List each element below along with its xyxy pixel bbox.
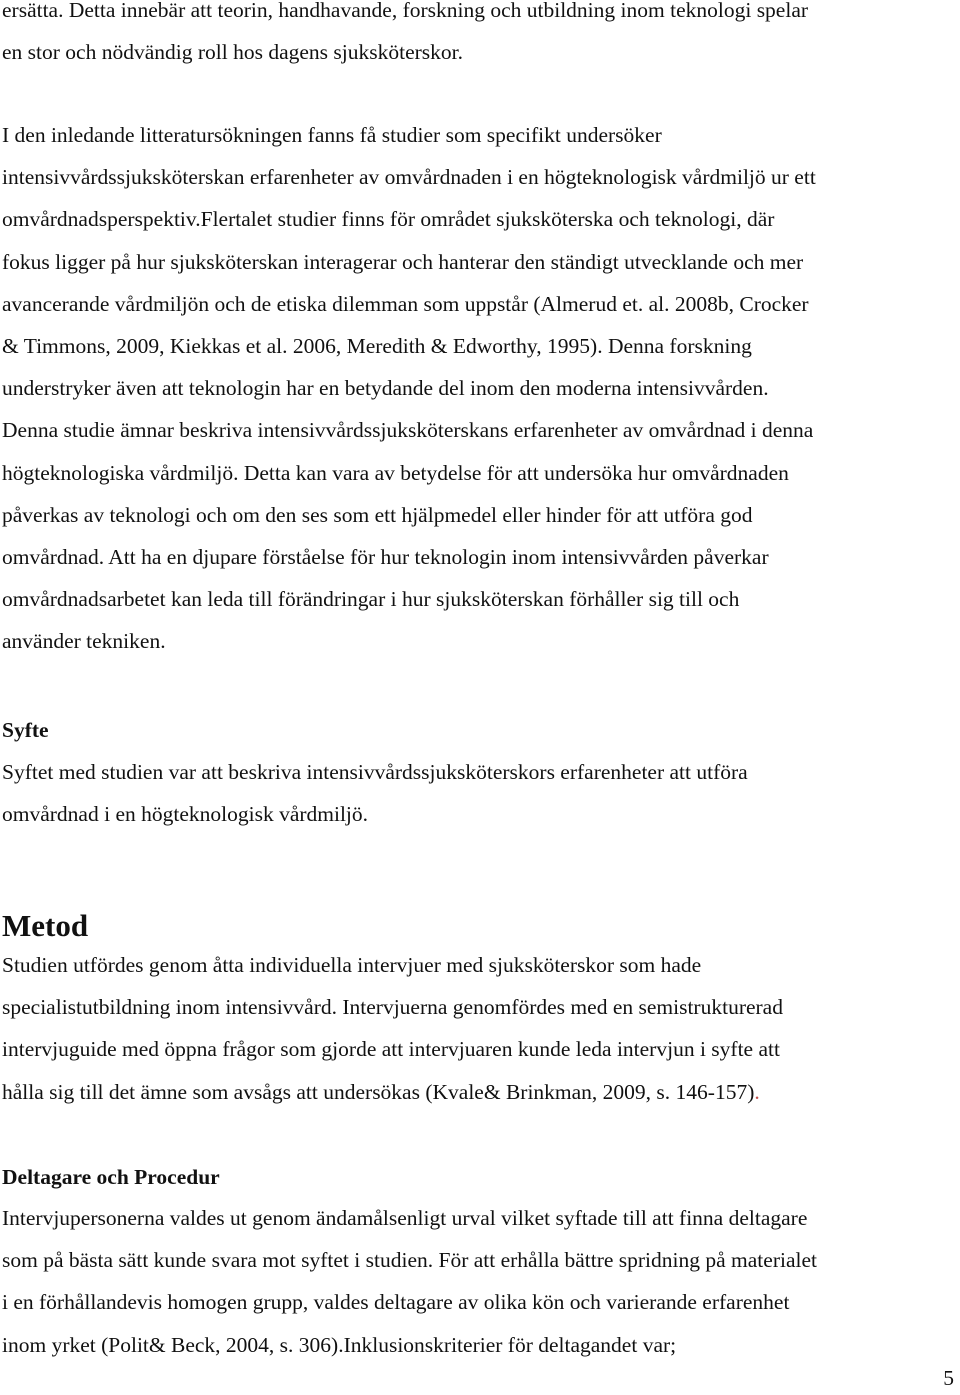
section-heading-metod: Metod	[2, 908, 89, 943]
text-line: intensivvårdssjuksköterskan erfarenheter av omvårdnaden i en högteknologisk vårdmiljö ur ett	[2, 165, 816, 190]
text-line: understryker även att teknologin har en betydande del inom den moderna intensivvården.	[2, 376, 769, 401]
text-line: specialistutbildning inom intensivvård. Intervjuerna genomfördes med en semistrukturerad	[2, 995, 783, 1020]
text-line: i en förhållandevis homogen grupp, valdes deltagare av olika kön och varierande erfarenhet	[2, 1290, 790, 1315]
red-period: .	[754, 1079, 760, 1104]
text-line: omvårdnad. Att ha en djupare förståelse för hur teknologin inom intensivvården påverkar	[2, 544, 769, 569]
text-line	[2, 1071, 958, 1113]
text-line: som på bästa sätt kunde svara mot syftet i studien. För att erhålla bättre spridning på materialet	[2, 1248, 817, 1273]
text-line: fokus ligger på hur sjuksköterskan interagerar och hanterar den ständigt utvecklande och mer	[2, 249, 804, 274]
text-line: Denna studie ämnar beskriva intensivvårdssjuksköterskans erfarenheter av omvårdnad i denna	[2, 418, 814, 443]
deltagare-paragraph	[2, 1197, 958, 1366]
text-line: I den inledande litteratursökningen fanns få studier som specifikt undersöker	[2, 123, 662, 147]
text-line: omvårdnad i en högteknologisk vårdmiljö.	[2, 802, 369, 827]
text-line: avancerande vårdmiljön och de etiska dilemman som uppstår (Almerud et. al. 2008b, Crocker	[2, 291, 809, 316]
text-line: använder tekniken.	[2, 629, 166, 654]
text-line: omvårdnadsarbetet kan leda till förändringar i hur sjuksköterskan förhåller sig till och	[2, 587, 740, 612]
text-line: påverkas av teknologi och om den ses som ett hjälpmedel eller hinder för att utföra god	[2, 502, 753, 527]
text-line: intervjuguide med öppna frågor som gjorde att intervjuaren kunde leda intervjun i syfte att	[2, 1037, 780, 1062]
text-line: Intervjupersonerna valdes ut genom ändamålsenligt urval vilket syftade till att finna deltagare	[2, 1206, 808, 1230]
section-heading-deltagare: Deltagare och Procedur	[2, 1165, 220, 1189]
text-line: & Timmons, 2009, Kiekkas et al. 2006, Meredith & Edworthy, 1995). Denna forskning	[2, 333, 752, 358]
text-line: inom yrket (Polit& Beck, 2004, s. 306).Inklusionskriterier för deltagandet var;	[2, 1332, 677, 1357]
intro-end-paragraph	[2, 0, 958, 73]
metod-paragraph	[2, 944, 958, 1113]
page-number: 5	[943, 1366, 954, 1390]
text-line: högteknologiska vårdmiljö. Detta kan vara av betydelse för att undersöka hur omvårdnaden	[2, 460, 789, 485]
text-line: ersätta. Detta innebär att teorin, handhavande, forskning och utbildning inom teknologi spelar	[2, 0, 809, 22]
text-line: en stor och nödvändig roll hos dagens sjuksköterskor.	[2, 40, 464, 65]
section-heading-syfte: Syfte	[2, 718, 49, 742]
text-line: Syftet med studien var att beskriva intensivvårdssjuksköterskors erfarenheter att utföra	[2, 760, 748, 784]
text-line: Studien utfördes genom åtta individuella intervjuer med sjuksköterskor som hade	[2, 953, 702, 977]
text-line-body: hålla sig till det ämne som avsågs att undersökas (Kvale& Brinkman, 2009, s. 146-157)	[2, 1079, 755, 1104]
syfte-paragraph	[2, 751, 958, 835]
text-line: omvårdnadsperspektiv.Flertalet studier finns för området sjuksköterska och teknologi, där	[2, 207, 775, 232]
literature-paragraph	[2, 114, 958, 662]
